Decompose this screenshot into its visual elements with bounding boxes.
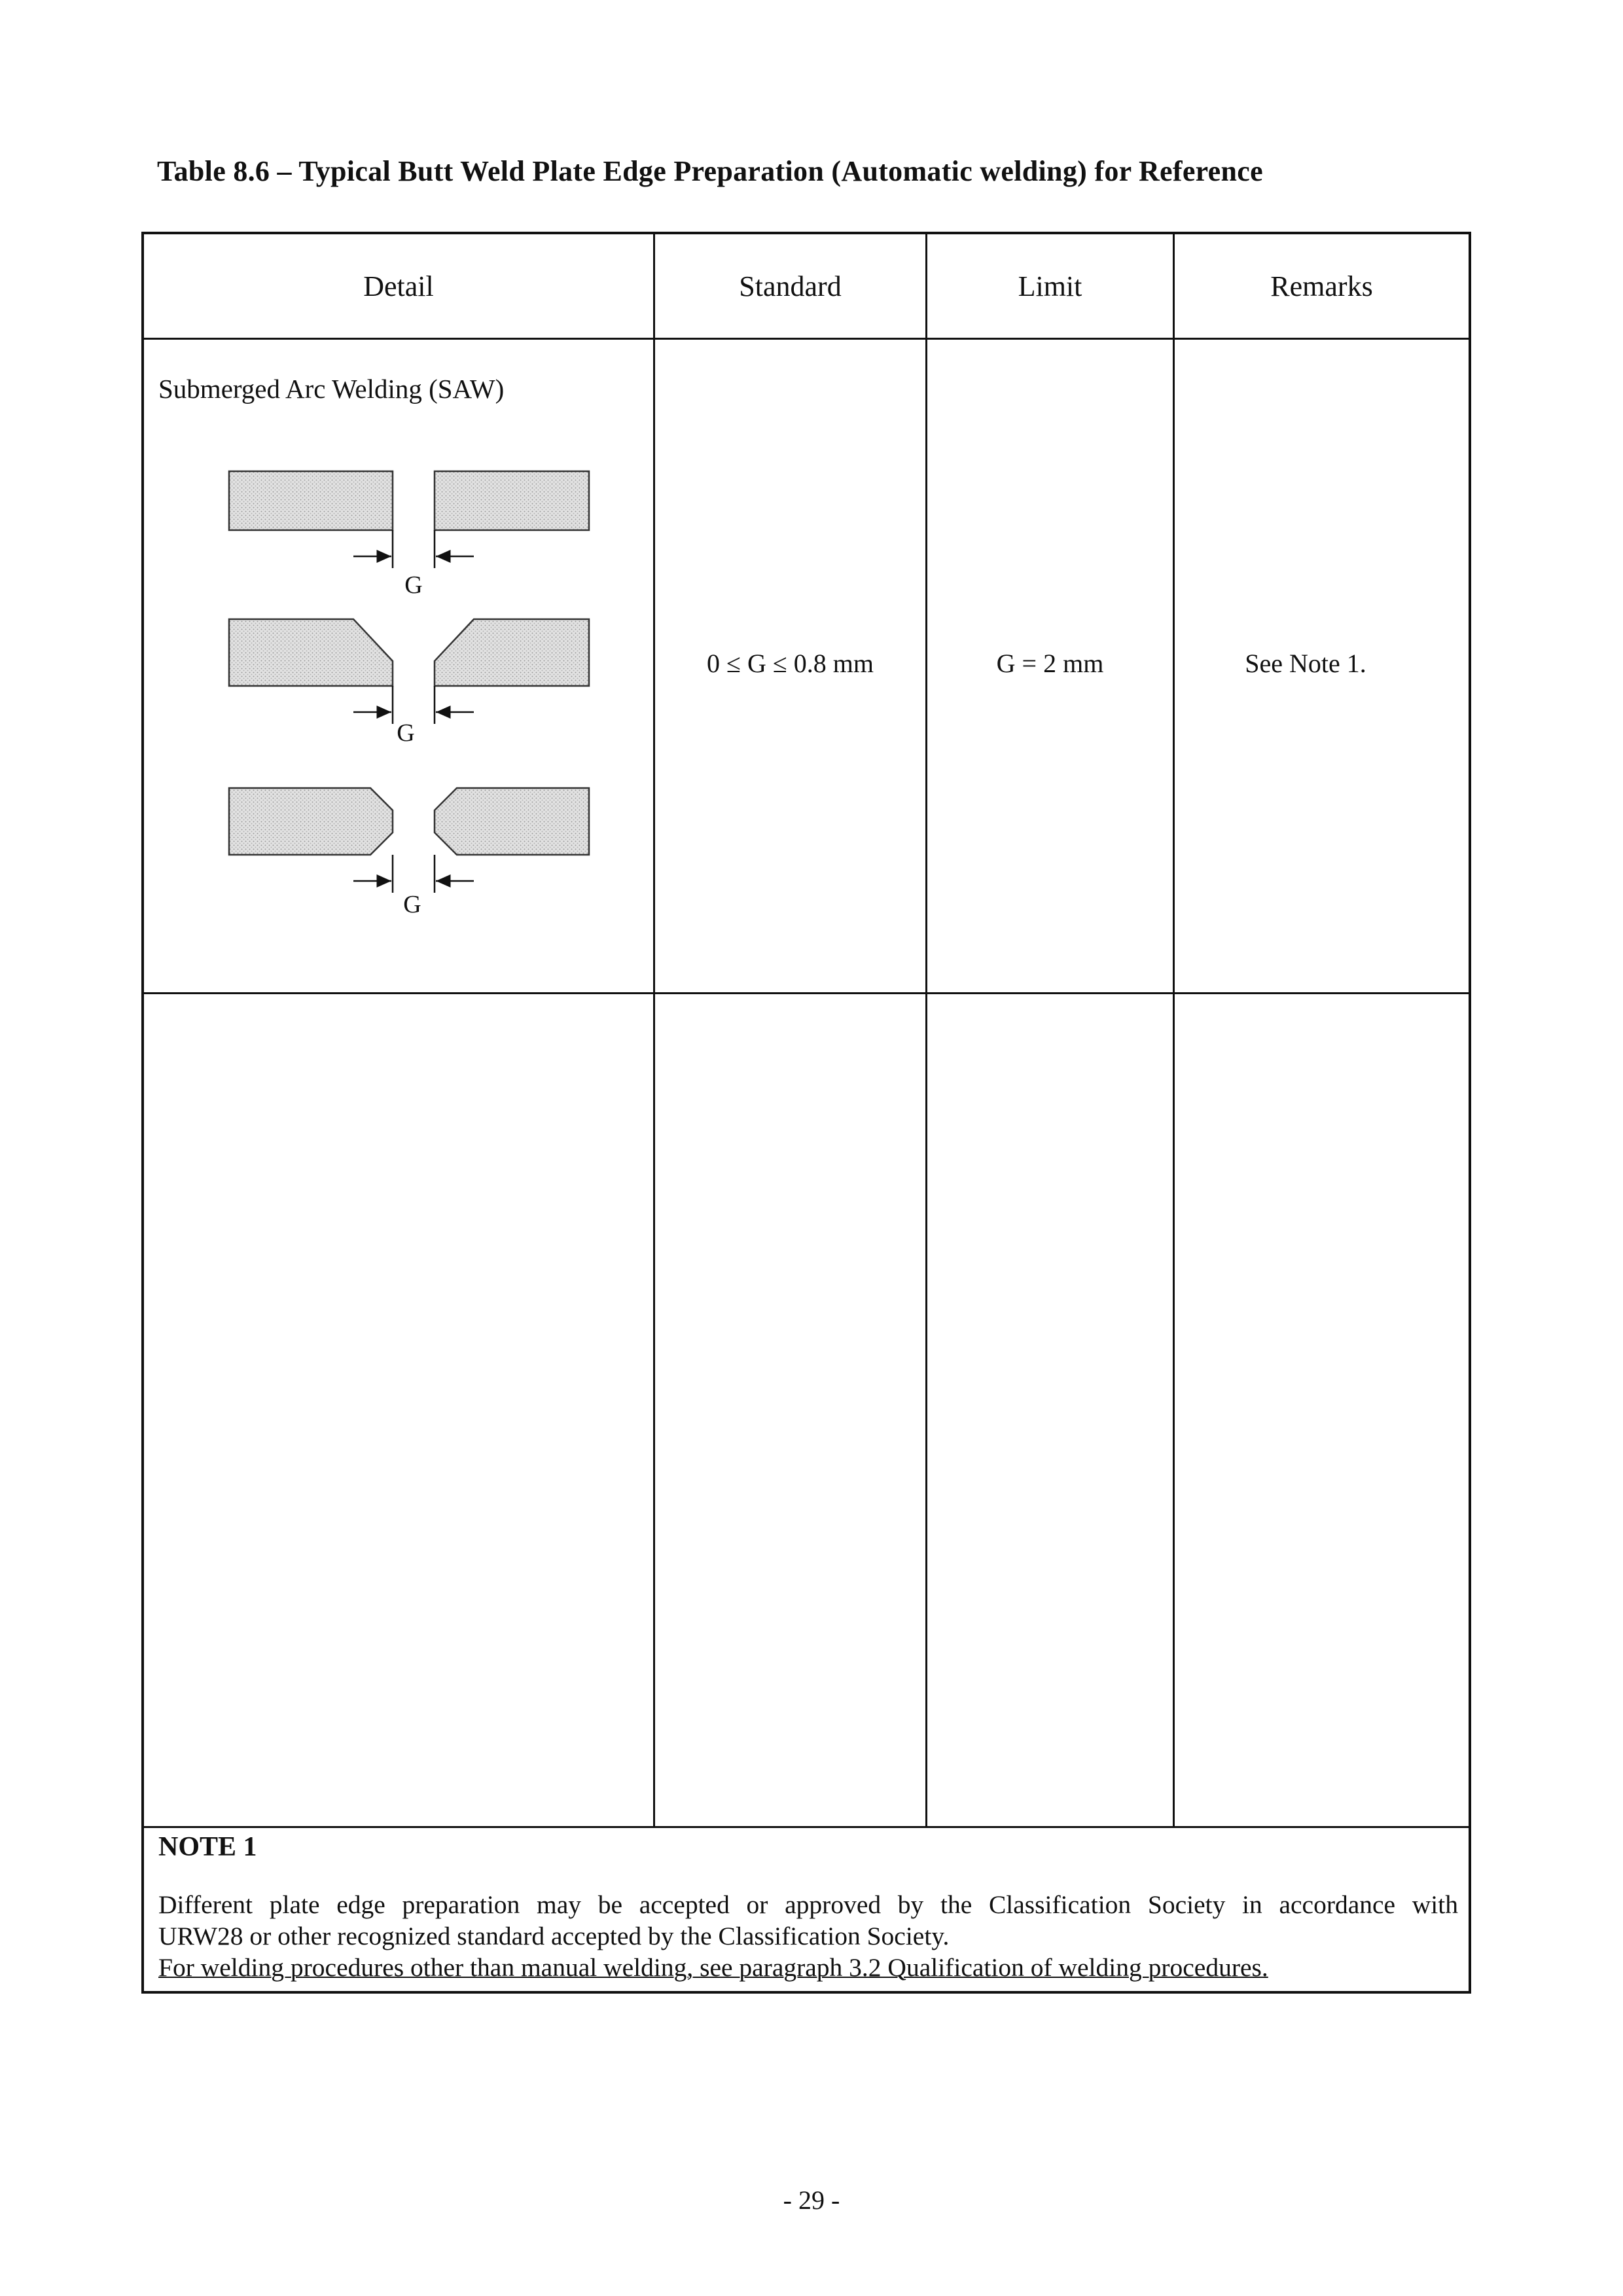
table-title: Table 8.6 – Typical Butt Weld Plate Edge Preparation (Automatic welding) for Reference	[157, 155, 1263, 187]
limit-value: G = 2 mm	[996, 649, 1104, 678]
column-divider	[653, 234, 655, 1826]
remarks-value: See Note 1.	[1245, 649, 1366, 678]
v-groove-joint	[229, 619, 589, 747]
note-title: NOTE 1	[158, 1832, 257, 1862]
square-edge-joint	[229, 471, 589, 599]
note-line: For welding procedures other than manual welding, see paragraph 3.2 Qualification of welding procedures.	[158, 1953, 1268, 1982]
joint-preparation-diagram	[209, 463, 602, 987]
row-divider	[144, 992, 1469, 994]
header-limit: Limit	[1018, 270, 1082, 302]
edge-preparation-table	[141, 232, 1471, 1994]
standard-value: 0 ≤ G ≤ 0.8 mm	[706, 649, 874, 678]
note-line: URW28 or other recognized standard accepted by the Classification Society.	[158, 1922, 950, 1950]
column-divider	[1173, 234, 1175, 1826]
header-remarks: Remarks	[1270, 270, 1373, 302]
row-divider	[144, 338, 1469, 340]
gap-label: G	[404, 571, 423, 599]
note-line: Different plate edge preparation may be accepted or approved by the Classification Society in accordance with	[158, 1890, 1458, 1919]
column-divider	[925, 234, 927, 1826]
header-standard: Standard	[739, 270, 842, 302]
gap-label: G	[397, 719, 415, 747]
saw-label: Submerged Arc Welding (SAW)	[158, 374, 505, 404]
page-number: - 29 -	[783, 2185, 840, 2215]
note-text	[158, 1889, 1458, 1983]
row-divider	[144, 1826, 1469, 1828]
x-groove-joint	[229, 788, 589, 918]
gap-label: G	[403, 891, 421, 918]
header-detail: Detail	[363, 270, 434, 302]
